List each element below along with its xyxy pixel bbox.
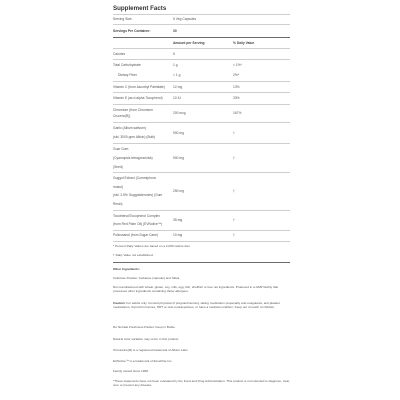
dv-header: % Daily Value: [233, 41, 255, 45]
ingredient-dv: †: [233, 189, 235, 193]
nutrient-dv: 13%: [233, 85, 240, 89]
ingredient-dv: †: [233, 156, 235, 160]
panel-title: Supplement Facts: [113, 5, 167, 12]
nutrient-name: Vitamin E (as d-alpha Tocopherol): [113, 96, 163, 100]
ingredient-dv: †: [233, 131, 235, 135]
ingredient-amount: 35 mg: [173, 218, 183, 222]
ingredient-amount: 10 mg: [173, 233, 183, 237]
ingredient-name-line: (std. 3000 ppm Allicin) (Bulb): [113, 135, 156, 139]
ingredient-amount: 250 mg: [173, 189, 184, 193]
ingredient-name-line: Garlic (Allium sativum): [113, 126, 146, 130]
caution-label: Caution:: [113, 301, 126, 305]
footnote-dv: * Percent Daily Values are based on a 2,000 calorie diet.: [113, 244, 191, 248]
divider: [113, 143, 290, 144]
ingredient-amount: 900 mg: [173, 131, 184, 135]
nutrient-amount: 12 mg: [173, 85, 183, 89]
nutrient-name: Dietary Fiber: [118, 73, 137, 77]
ingredient-dv: 167%: [233, 111, 242, 115]
trademark-note: EVNolive™ is a trademark of ExcelVite Inc.: [113, 359, 173, 363]
manufacturing-note: Not manufactured with wheat, gluten, soy, milk, egg, fish, shellfish or tree nut ingredients. Produced in a GMP facility that processes other ingredients containing these allergens.: [113, 285, 279, 294]
color-note: Natural color variation may occur in this product.: [113, 337, 180, 341]
serving-size-label: Serving Size:: [113, 17, 133, 21]
divider: [113, 241, 290, 242]
divider: [113, 230, 290, 231]
fda-disclaimer: *These statements have not been evaluated by the Food and Drug Administration. This product is not intended to diagnose, treat, cure or prevent any disease.: [113, 379, 290, 388]
ingredient-name-line: (Cyamopsis tetragonoloba): [113, 156, 153, 160]
ingredient-amount: 900 mg: [173, 156, 184, 160]
nutrient-dv: < 1%*: [233, 63, 242, 67]
ingredient-name-line: Crucera(R)): [113, 114, 131, 118]
freshness-note: Do Not Eat Freshness Packet. Keep in Bottle.: [113, 325, 176, 329]
other-ingredients-heading: Other Ingredients:: [113, 267, 140, 271]
ingredient-name-line: (Seed): [113, 165, 123, 169]
ingredient-name-line: Chromium (from Chromium: [113, 108, 153, 112]
divider: [113, 172, 290, 173]
ingredient-name-line: Guar Gum: [113, 147, 129, 151]
divider: [113, 24, 290, 25]
servings-value: 30: [173, 29, 177, 33]
ingredient-name-line: Tocotrienol/Tocopherol Complex: [113, 214, 160, 218]
serving-size-value: 5 Veg Capsules: [173, 17, 197, 21]
title-divider: [113, 14, 290, 15]
nutrient-amount: 1 g: [173, 63, 178, 67]
thick-divider: [113, 37, 290, 38]
other-ingredients-text: Cellulose Powder, Cellulose (capsule) and Silica.: [113, 276, 181, 280]
ingredient-dv: †: [233, 233, 235, 237]
divider: [113, 92, 290, 93]
ingredient-name: Policosanol (from Sugar Cane): [113, 233, 159, 237]
divider: [113, 104, 290, 105]
thick-divider: [113, 262, 290, 263]
ingredient-name-line: Resin): [113, 202, 123, 206]
nutrient-name: Calories: [113, 52, 126, 56]
divider: [113, 81, 290, 82]
ingredient-dv: †: [233, 218, 235, 222]
nutrient-amount: < 1 g: [173, 73, 181, 77]
caution-note: [113, 301, 290, 309]
nutrient-name: Vitamin C (from Ascorbyl Palmitate): [113, 85, 165, 89]
ingredient-name-line: Guggul Extract (Commiphora: [113, 176, 156, 180]
supplement-facts-panel: [109, 0, 294, 400]
amount-header: Amount per Serving: [173, 41, 205, 45]
ingredient-name-line: mukul): [113, 185, 123, 189]
nutrient-amount: 5: [173, 52, 175, 56]
divider: [113, 210, 290, 211]
nutrient-dv: 33%: [233, 96, 240, 100]
footnote-not-established: † Daily Value not established.: [113, 253, 154, 257]
nutrient-dv: 2%*: [233, 73, 240, 77]
servings-label: Servings Per Container:: [113, 29, 151, 33]
family-note: Family owned since 1968.: [113, 369, 149, 373]
ingredient-amount: 200 mcg: [173, 111, 186, 115]
nutrient-amount: 10 IU: [173, 96, 181, 100]
nutrient-name: Total Carbohydrate: [113, 63, 141, 67]
divider: [113, 48, 290, 49]
ingredient-name-line: (std. 2.5% Guggulsterones) (Gum: [113, 193, 163, 197]
ingredient-name-line: (from Red Palm Oil) (EVNolive™): [113, 222, 163, 226]
divider: [113, 122, 290, 123]
caution-text: For adults only. Consult physician if pregnant/nursing, taking medication (especially anti-coagulants, anti-platelet medications, thyroid hormones, HRT or oral contraceptives, or have a medical condition. Keep out of reach of children.: [113, 301, 280, 310]
trademark-note: Chrotucine(R) is a registered trademark of Albion Labs: [113, 348, 188, 352]
divider: [113, 59, 290, 60]
